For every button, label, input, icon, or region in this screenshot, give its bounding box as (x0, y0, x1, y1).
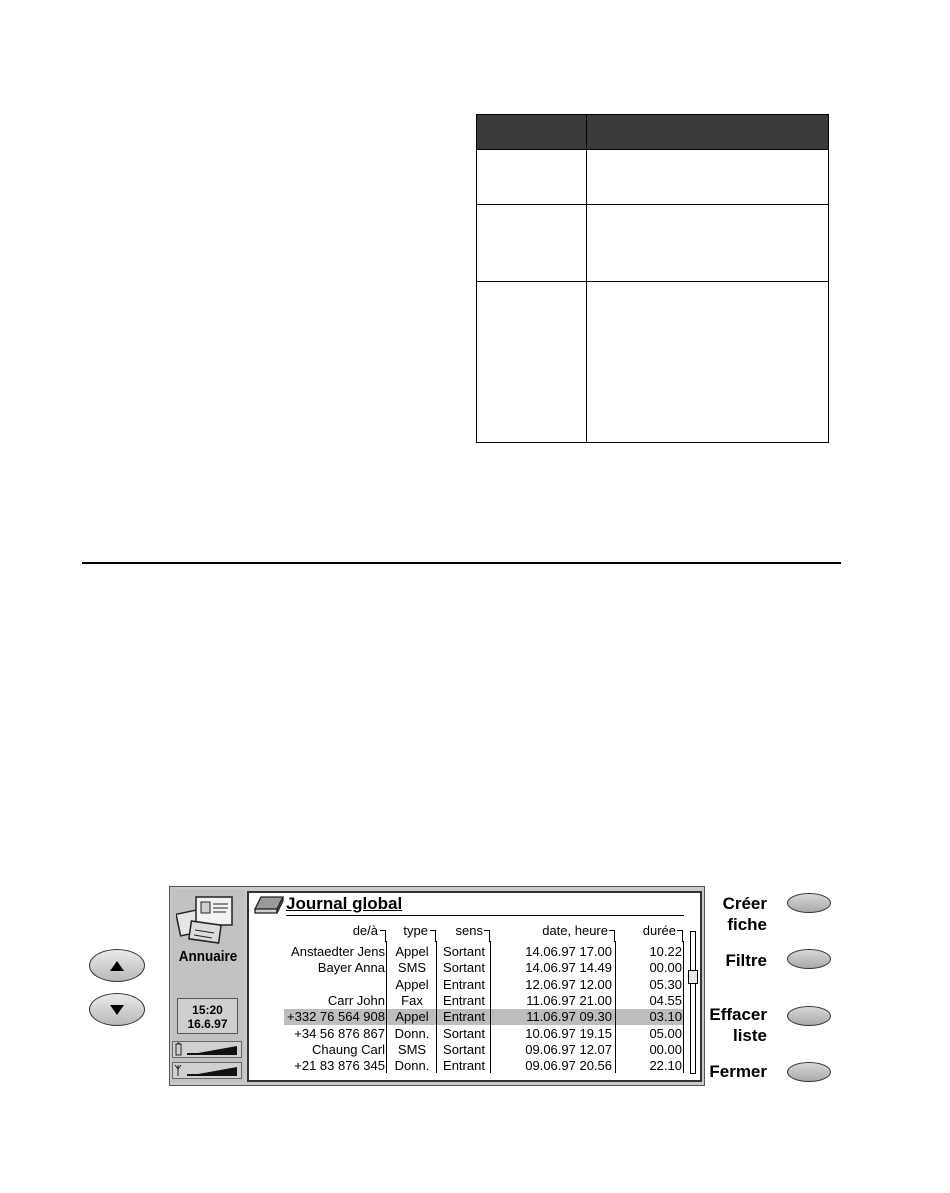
cell-direction: Entrant (443, 1009, 485, 1024)
clock-date: 16.6.97 (187, 1017, 228, 1031)
table-row-divider (477, 149, 828, 150)
cell-duration: 22.10 (649, 1058, 682, 1073)
cell-datetime: 11.06.97 09.30 (526, 1009, 612, 1024)
arrow-up-icon (110, 961, 124, 971)
cell-duration: 04.55 (649, 993, 682, 1008)
arrow-down-icon (110, 1005, 124, 1015)
cell-direction: Entrant (443, 977, 485, 992)
cell-direction: Sortant (443, 944, 485, 959)
softkey-clear-line2: liste (732, 1026, 767, 1045)
softkey-clear-list-label[interactable] (709, 1004, 767, 1046)
cell-duration: 05.00 (649, 1026, 682, 1041)
column-header-duration[interactable]: durée (642, 923, 676, 938)
softkey-create-card-label[interactable] (723, 893, 767, 935)
cell-duration: 00.00 (649, 1042, 682, 1057)
table-row-divider (477, 204, 828, 205)
table-row-divider (477, 281, 828, 282)
softkey-2-button[interactable] (787, 949, 831, 969)
softkey-close-label[interactable]: Fermer (709, 1062, 767, 1081)
clock-display (177, 998, 238, 1034)
address-book-icon (176, 893, 238, 945)
cell-duration: 05.30 (649, 977, 682, 992)
column-header-direction[interactable]: sens (455, 923, 483, 938)
section-divider (82, 562, 841, 564)
battery-indicator (172, 1041, 242, 1058)
cell-party: Carr John (327, 993, 385, 1008)
cell-direction: Sortant (443, 1026, 485, 1041)
cell-party: Bayer Anna (317, 960, 385, 975)
cell-datetime: 11.06.97 21.00 (526, 993, 612, 1008)
column-separator (436, 941, 437, 1073)
scroll-up-button[interactable] (89, 949, 145, 982)
cell-datetime: 12.06.97 12.00 (525, 977, 612, 992)
cell-direction: Entrant (443, 1058, 485, 1073)
cell-type: Donn. (394, 1026, 430, 1041)
cell-direction: Entrant (443, 993, 485, 1008)
cell-duration: 00.00 (649, 960, 682, 975)
cell-duration: 03.10 (649, 1009, 682, 1024)
cell-party (284, 977, 385, 993)
cell-type: SMS (397, 1042, 427, 1057)
reference-table (476, 114, 829, 443)
screen-title: Journal global (286, 894, 403, 913)
cell-datetime: 09.06.97 20.56 (525, 1058, 612, 1073)
softkey-4-button[interactable] (787, 1062, 831, 1082)
softkey-create-line1: Créer (722, 894, 767, 913)
title-underline (286, 915, 684, 916)
cell-datetime: 14.06.97 14.49 (525, 960, 612, 975)
cell-party: Anstaedter Jens (291, 944, 385, 959)
softkey-clear-line1: Effacer (709, 1005, 767, 1024)
cell-party: +34 56 876 867 (294, 1026, 385, 1041)
book-icon (253, 895, 285, 915)
softkey-filter-label[interactable]: Filtre (725, 951, 767, 970)
column-separator (490, 941, 491, 1073)
cell-type: Fax (401, 993, 423, 1008)
scroll-down-button[interactable] (89, 993, 145, 1026)
softkey-create-line2: fiche (727, 915, 767, 934)
table-column-divider (586, 115, 587, 442)
column-header-party[interactable]: de/à (352, 923, 378, 938)
softkey-1-button[interactable] (787, 893, 831, 913)
cell-datetime: 09.06.97 12.07 (525, 1042, 612, 1057)
app-name: Annuaire (178, 948, 238, 965)
column-separator (683, 941, 684, 1073)
cell-duration: 10.22 (649, 944, 682, 959)
column-header-type[interactable]: type (403, 923, 428, 938)
table-header (477, 115, 828, 149)
cell-type: Appel (395, 944, 429, 959)
scrollbar-track[interactable] (690, 931, 696, 1074)
cell-type: Appel (395, 1009, 429, 1024)
cell-party: +332 76 564 908 (287, 1009, 385, 1024)
cell-party: +21 83 876 345 (294, 1058, 385, 1073)
cell-party: Chaung Carl (312, 1042, 385, 1057)
cell-type: Appel (395, 977, 429, 992)
column-separator (386, 941, 387, 1073)
cell-direction: Sortant (443, 1042, 485, 1057)
cell-datetime: 14.06.97 17.00 (525, 944, 612, 959)
softkey-3-button[interactable] (787, 1006, 831, 1026)
cell-direction: Sortant (443, 960, 485, 975)
scrollbar-thumb[interactable] (688, 970, 698, 984)
cell-type: SMS (397, 960, 427, 975)
signal-icon (173, 1063, 241, 1078)
battery-icon (173, 1042, 241, 1057)
cell-type: Donn. (394, 1058, 430, 1073)
cell-datetime: 10.06.97 19.15 (525, 1026, 612, 1041)
column-header-datetime[interactable]: date, heure (542, 923, 608, 938)
clock-time: 15:20 (192, 1003, 223, 1017)
signal-indicator (172, 1062, 242, 1079)
column-separator (615, 941, 616, 1073)
